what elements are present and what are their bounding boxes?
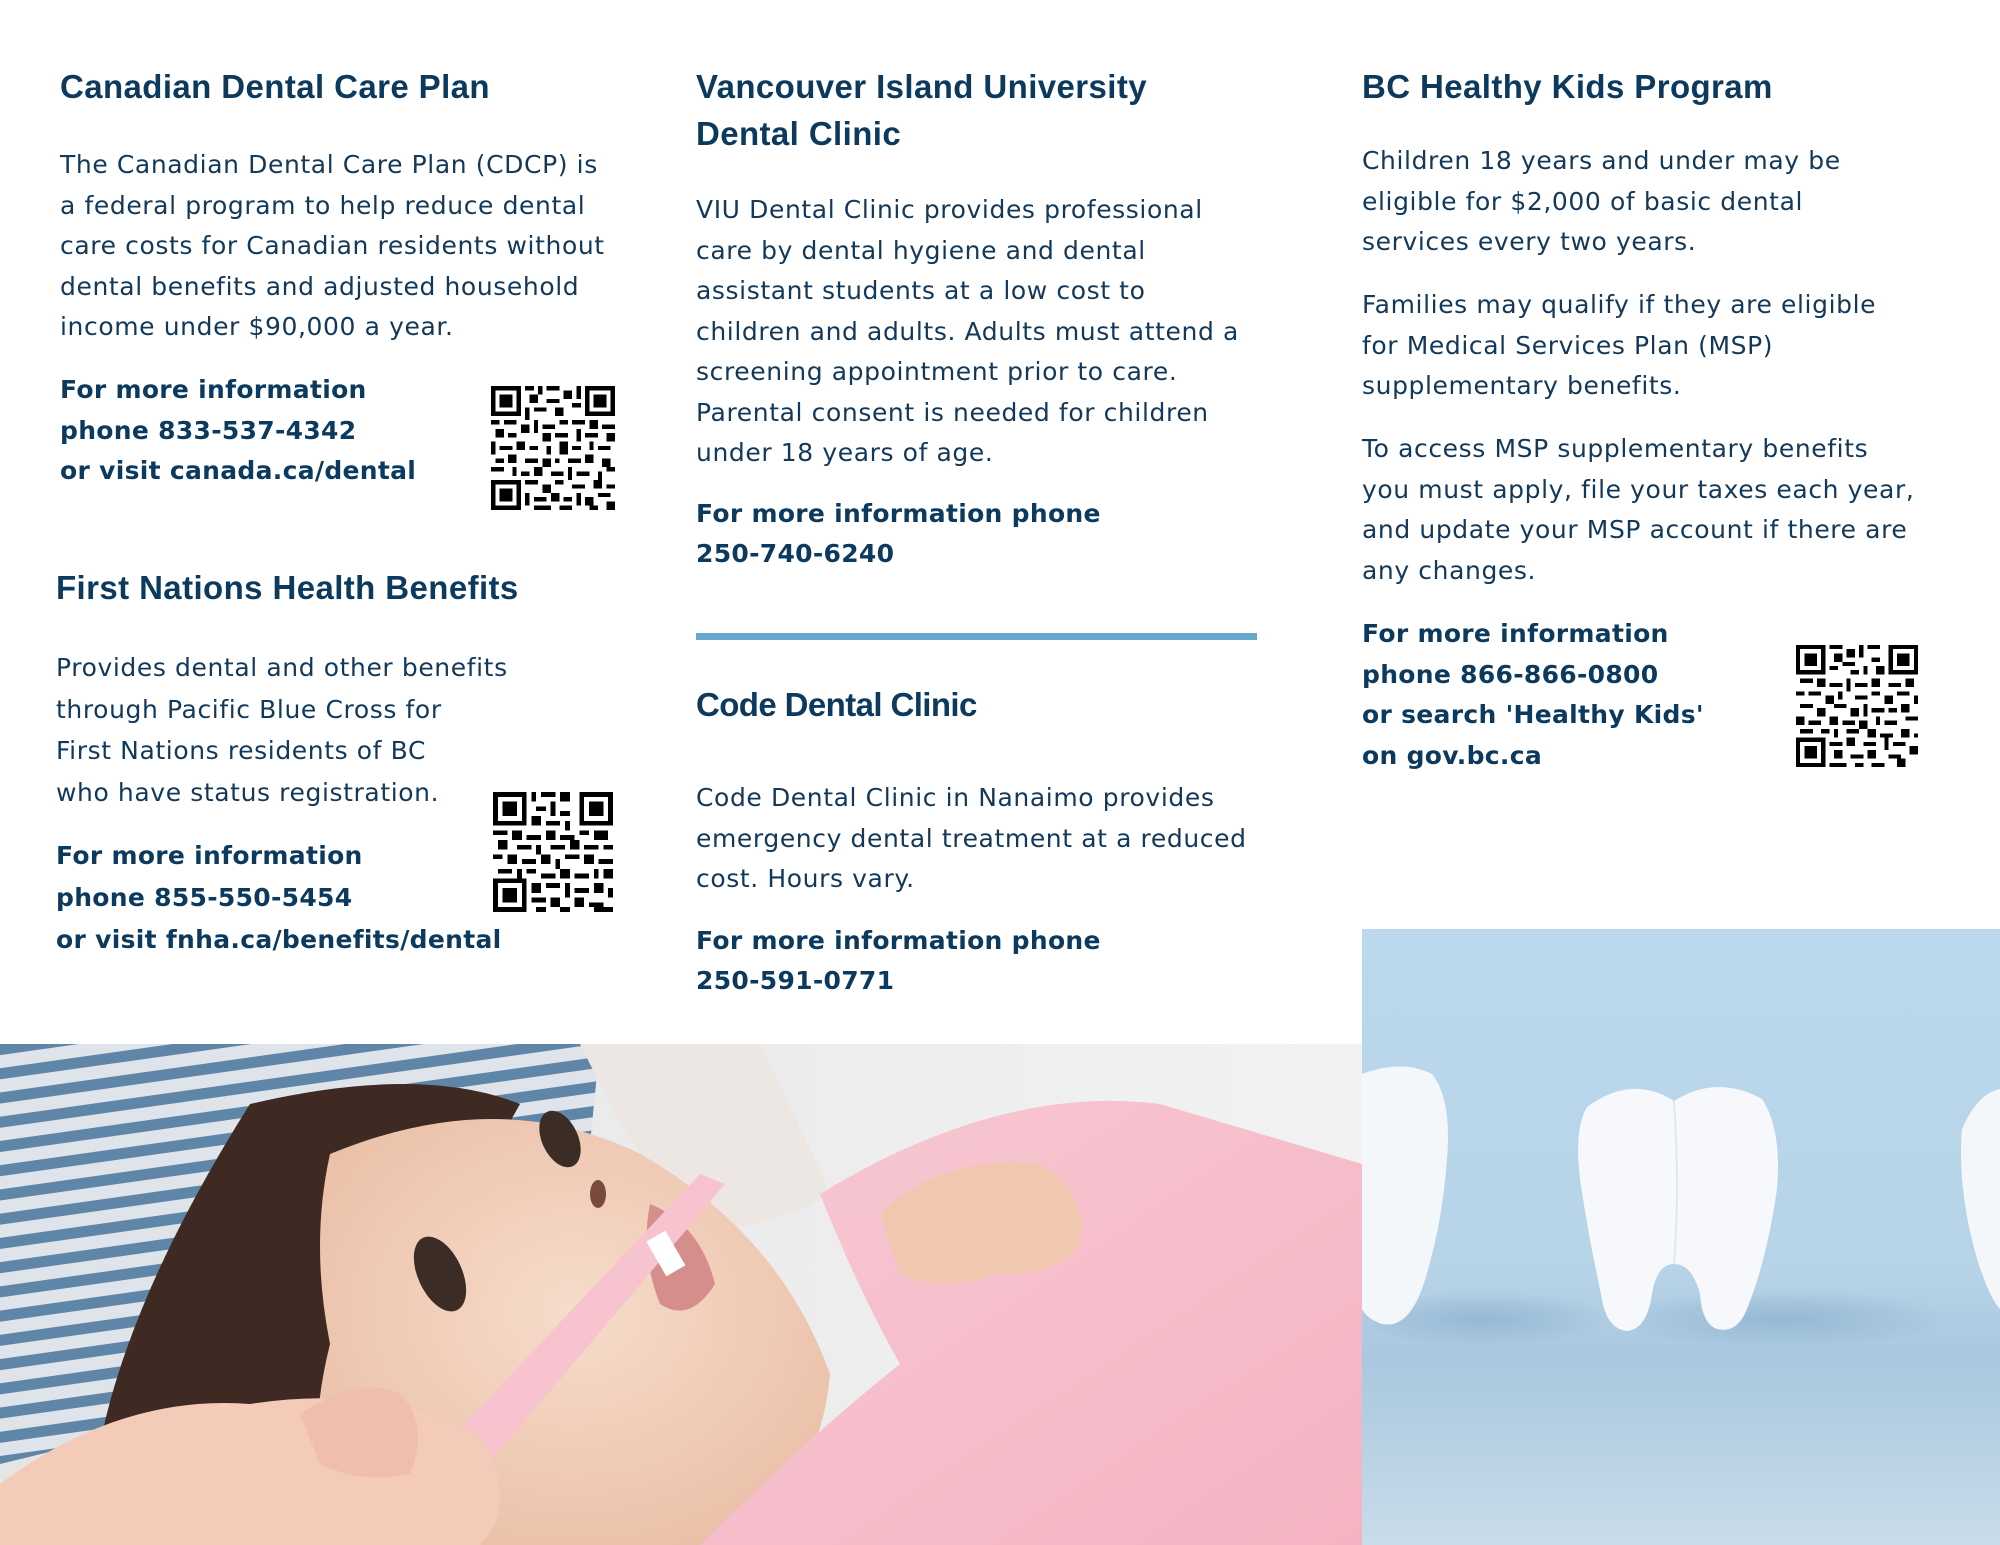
contact-website[interactable]: or visit fnha.ca/benefits/dental [56, 925, 502, 954]
qr-code-icon[interactable] [493, 792, 613, 912]
text-line: The Canadian Dental Care Plan (CDCP) is [60, 150, 598, 179]
text-line: emergency dental treatment at a reduced [696, 823, 1247, 853]
section-title: Canadian Dental Care Plan [60, 68, 490, 105]
contact-phone[interactable]: 250-740-6240 [696, 539, 895, 568]
contact-info [1362, 614, 1704, 776]
text-line: you must apply, file your taxes each year, [1362, 474, 1915, 504]
title-line: Dental Clinic [696, 115, 902, 152]
text-line: eligible for $2,000 of basic dental [1362, 186, 1804, 216]
text-line: Code Dental Clinic in Nanaimo provides [696, 783, 1215, 812]
section-title: Code Dental Clinic [696, 686, 977, 723]
text-line: through Pacific Blue Cross for [56, 694, 442, 724]
text-line: under 18 years of age. [696, 438, 994, 467]
contact-phone[interactable]: phone 866-866-0800 [1362, 659, 1659, 689]
section-description [60, 145, 605, 348]
contact-info [60, 370, 416, 492]
contact-phone[interactable]: phone 833-537-4342 [60, 415, 357, 445]
contact-heading: For more information phone [696, 499, 1101, 528]
text-line: assistant students at a low cost to [696, 276, 1146, 305]
section-paragraph-msp-access [1362, 429, 1914, 591]
contact-heading: For more information phone [696, 926, 1101, 955]
contact-website[interactable]: on gov.bc.ca [1362, 740, 1543, 770]
contact-heading: For more information [56, 841, 363, 870]
text-line: and update your MSP account if there are [1362, 515, 1908, 544]
section-title [696, 63, 1147, 157]
contact-heading: For more information [1362, 619, 1669, 648]
text-line: care costs for Canadian residents without [60, 231, 605, 260]
text-line: screening appointment prior to care. [696, 357, 1178, 386]
section-paragraph-qualify [1362, 285, 1876, 407]
section-description [696, 190, 1239, 474]
contact-info [56, 835, 502, 961]
section-description [696, 778, 1247, 900]
contact-search-hint: or search 'Healthy Kids' [1362, 700, 1704, 729]
section-divider [696, 633, 1257, 640]
contact-phone[interactable]: phone 855-550-5454 [56, 883, 353, 912]
text-line: Families may qualify if they are eligible [1362, 290, 1877, 319]
contact-info [696, 494, 1101, 574]
text-line: Children 18 years and under may be [1362, 146, 1841, 175]
text-line: To access MSP supplementary benefits [1362, 434, 1869, 463]
text-line: supplementary benefits. [1362, 371, 1682, 400]
contact-info [696, 921, 1101, 1001]
qr-code-icon[interactable] [491, 386, 615, 510]
title-line: Vancouver Island University [696, 68, 1147, 105]
section-description [56, 647, 508, 813]
section-title: First Nations Health Benefits [56, 569, 519, 606]
wooden-teeth-models-photo [1362, 929, 2000, 1545]
text-line: VIU Dental Clinic provides professional [696, 195, 1203, 224]
text-line: a federal program to help reduce dental [60, 190, 586, 220]
text-line: any changes. [1362, 555, 1537, 585]
text-line: care by dental hygiene and dental [696, 235, 1146, 265]
qr-code-icon[interactable] [1796, 645, 1918, 767]
section-paragraph-eligibility [1362, 141, 1841, 263]
text-line: First Nations residents of BC [56, 736, 426, 765]
text-line: Parental consent is needed for children [696, 397, 1209, 427]
text-line: children and adults. Adults must attend a [696, 316, 1239, 346]
contact-website[interactable]: or visit canada.ca/dental [60, 456, 417, 485]
text-line: who have status registration. [56, 777, 440, 807]
text-line: dental benefits and adjusted household [60, 271, 580, 301]
text-line: income under $90,000 a year. [60, 312, 454, 341]
text-line: for Medical Services Plan (MSP) [1362, 330, 1774, 360]
text-line: cost. Hours vary. [696, 864, 915, 893]
section-title: BC Healthy Kids Program [1362, 68, 1773, 105]
contact-phone[interactable]: 250-591-0771 [696, 966, 895, 995]
contact-heading: For more information [60, 375, 367, 404]
text-line: Provides dental and other benefits [56, 653, 508, 682]
text-line: services every two years. [1362, 227, 1697, 256]
child-brushing-teeth-photo [0, 1044, 1362, 1545]
